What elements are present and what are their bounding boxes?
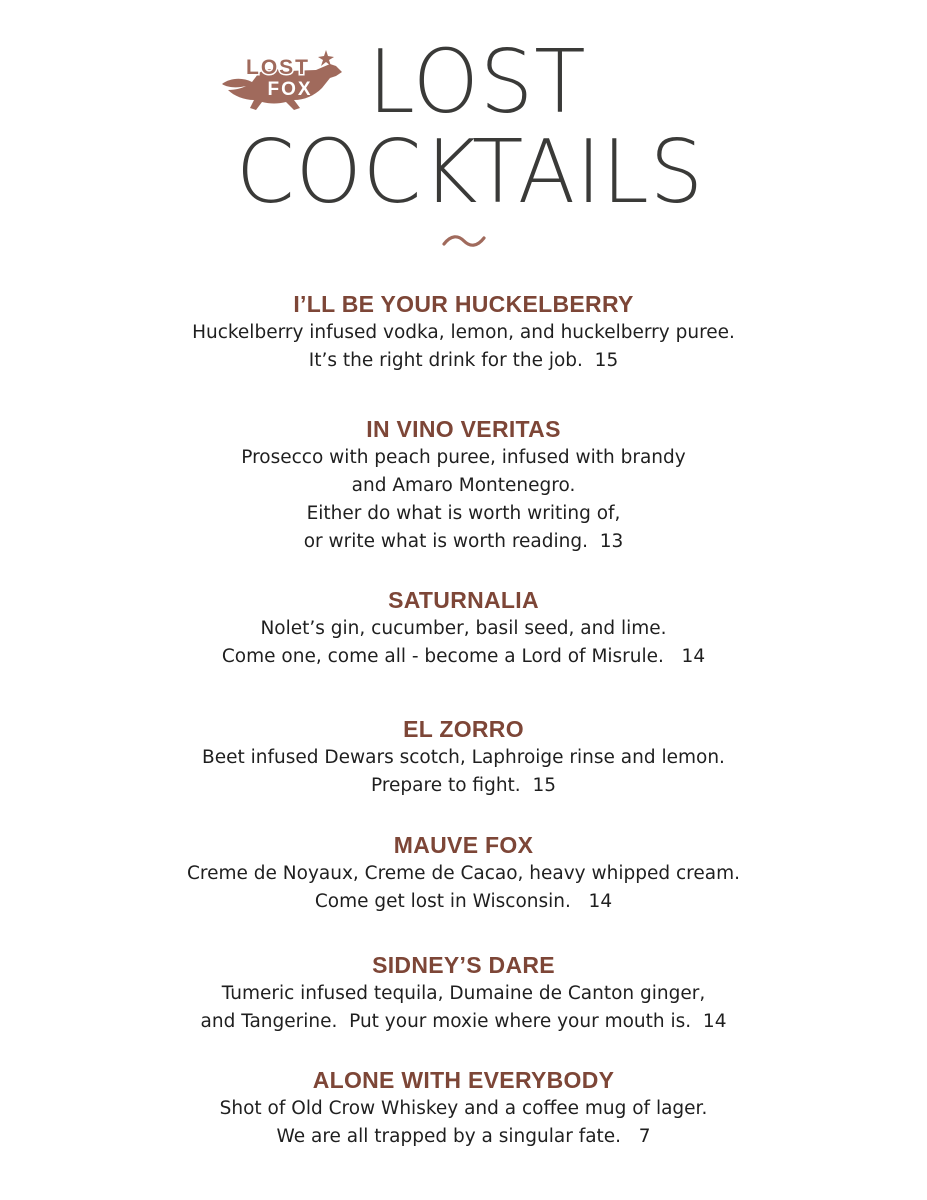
menu-item-description: It’s the right drink for the job. 15 — [308, 350, 619, 371]
menu-item — [0, 714, 927, 800]
menu-item-description: Come one, come all - become a Lord of Misrule. 14 — [221, 646, 706, 667]
menu-item-description: Shot of Old Crow Whiskey and a coffee mug of lager. — [219, 1098, 708, 1119]
menu-item — [0, 414, 927, 556]
menu-item-description: Come get lost in Wisconsin. 14 — [314, 891, 613, 912]
menu-item-description: and Tangerine. Put your moxie where your mouth is. 14 — [200, 1011, 727, 1032]
menu-item-description: or write what is worth reading. 13 — [303, 531, 624, 552]
menu-item — [0, 1065, 927, 1151]
page-title-line1: LOST — [368, 31, 587, 133]
menu-item-description: Prosecco with peach puree, infused with brandy — [241, 447, 686, 468]
menu-item-description: Beet infused Dewars scotch, Laphroige rinse and lemon. — [202, 747, 725, 768]
menu-item-name: SIDNEY’S DARE — [372, 952, 555, 978]
menu-item-description: Either do what is worth writing of, — [306, 503, 621, 524]
menu-item-name: IN VINO VERITAS — [366, 416, 561, 442]
logo-text-top: LOST — [246, 56, 310, 79]
menu-item-description: Nolet’s gin, cucumber, basil seed, and lime. — [260, 618, 667, 639]
menu-item-description: Prepare to fight. 15 — [371, 775, 556, 796]
menu-item-name: I’LL BE YOUR HUCKELBERRY — [293, 291, 634, 317]
menu-item — [0, 830, 927, 916]
menu-item — [0, 950, 927, 1036]
menu-item-name: ALONE WITH EVERYBODY — [312, 1067, 615, 1093]
menu-item-description: Tumeric infused tequila, Dumaine de Canton ginger, — [221, 983, 706, 1004]
menu-item — [0, 585, 927, 671]
menu-item-description: Creme de Noyaux, Creme de Cacao, heavy whipped cream. — [187, 863, 740, 884]
page-title-line2: COCKTAILS — [236, 121, 705, 223]
menu-item-description: We are all trapped by a singular fate. 7 — [276, 1126, 651, 1147]
fox-icon — [218, 44, 348, 114]
menu-item-name: SATURNALIA — [388, 587, 539, 613]
menu-item-description: and Amaro Montenegro. — [351, 475, 576, 496]
logo-text-bottom: FOX — [267, 79, 313, 100]
squiggle-icon — [441, 232, 487, 250]
menu-item-name: MAUVE FOX — [393, 832, 534, 858]
menu-item-name: EL ZORRO — [403, 716, 524, 742]
menu-item — [0, 289, 927, 375]
menu-item-description: Huckelberry infused vodka, lemon, and huckelberry puree. — [192, 322, 735, 343]
